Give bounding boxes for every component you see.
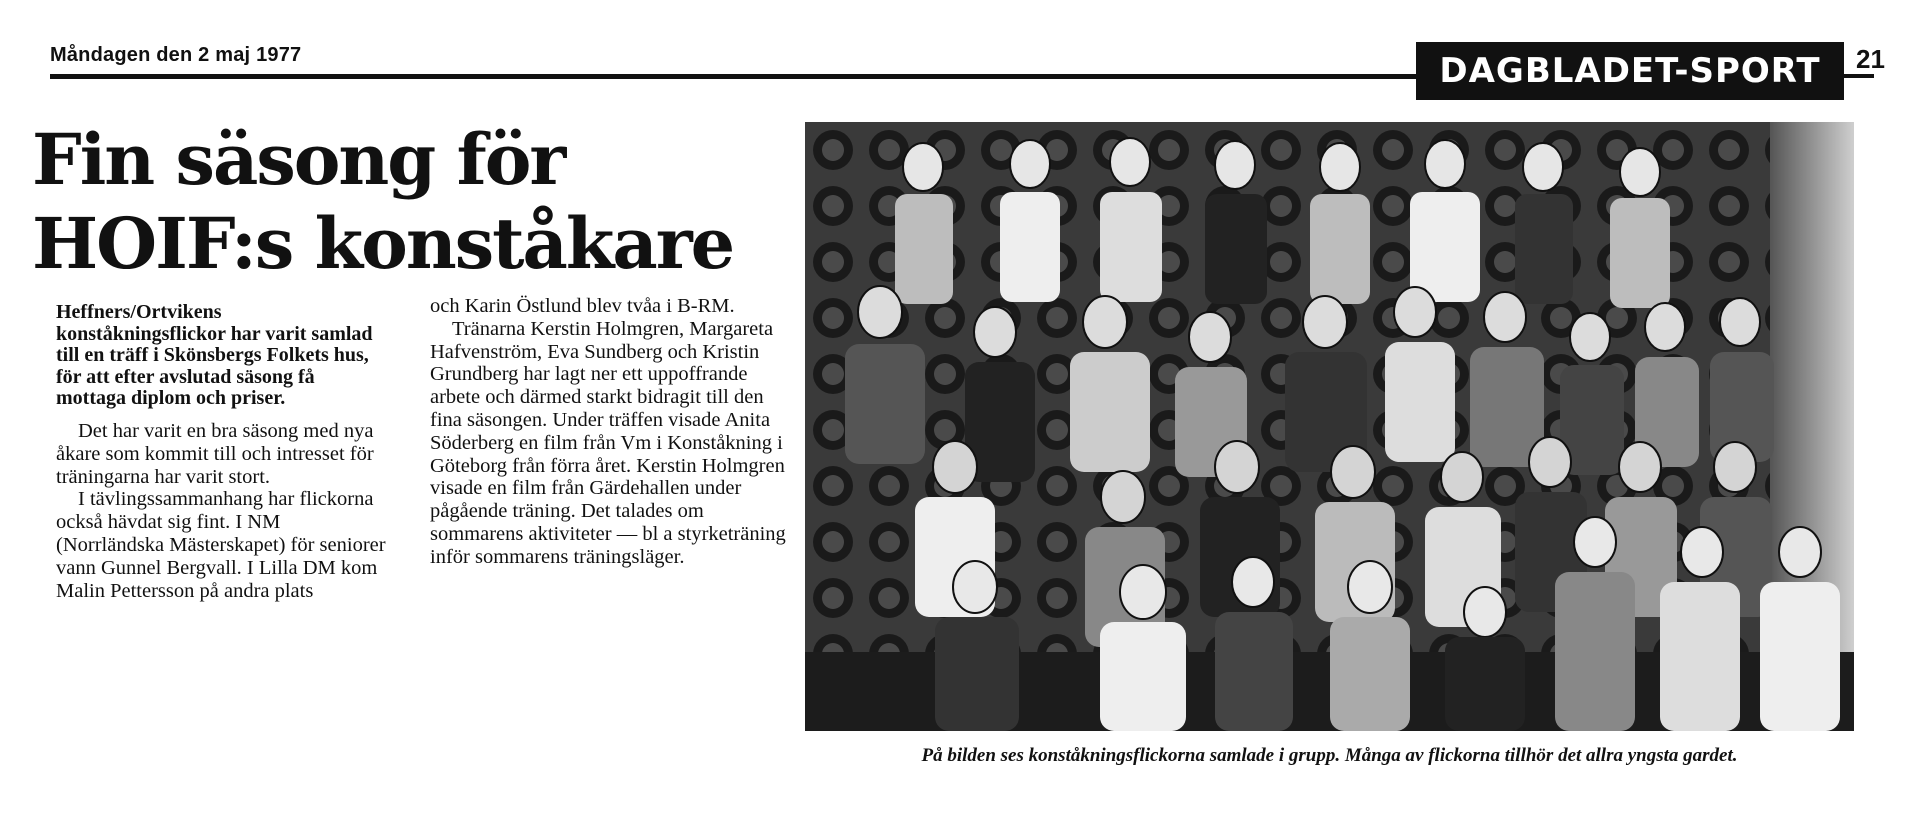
group-photo xyxy=(805,122,1854,731)
headline-line-1: Fin säsong för xyxy=(32,118,565,201)
article-paragraph: Tränarna Kerstin Holmgren, Margareta Hafvenström, Eva Sundberg och Kristin Grundberg har lagt ner ett uppoffrande arbete och därmed starkt bidragit till den fina säsongen. Under träffen visade Anita Söderberg en film från Vm i Konståkning i Göteborg från förra året. Kerstin Holmgren visade en film från Gärdehallen under pågående träning. Det talades om sommarens aktiviteter — bl a styrketräning inför sommarens träningsläger. xyxy=(430,317,786,568)
headline-line-2: HOIF:s konståkare xyxy=(32,202,734,285)
article-paragraph: Det har varit en bra säsong med nya åkare som kommit till och intresset för träningarna har varit stort. xyxy=(56,419,374,488)
article-paragraph: och Karin Östlund blev tvåa i B-RM. xyxy=(430,295,735,317)
page-number: 21 xyxy=(1856,44,1885,74)
article-paragraph: I tävlingssammanhang har flickorna också hävdat sig fint. I NM (Norrländska Mästerskapet) för seniorer vann Gunnel Bergvall. I Lilla DM kom Malin Pettersson på andra plats xyxy=(56,488,386,602)
masthead-rule xyxy=(50,74,1422,79)
article-column-1 xyxy=(56,302,386,602)
masthead-date: Måndagen den 2 maj 1977 xyxy=(50,44,302,66)
headline xyxy=(32,118,733,286)
article-column-2 xyxy=(430,295,788,569)
photo-caption: På bilden ses konståkningsflickorna samlade i grupp. Många av flickorna tillhör det allra yngsta gardet. xyxy=(921,745,1738,766)
article-lead: Heffners/Ortvikens konståkningsflickor har varit samlad till en träff i Skönsbergs Folkets hus, för att efter avslutad säsong få mottaga diplom och priser. xyxy=(56,301,373,410)
section-title: DAGBLADET-SPORT xyxy=(1416,42,1844,100)
